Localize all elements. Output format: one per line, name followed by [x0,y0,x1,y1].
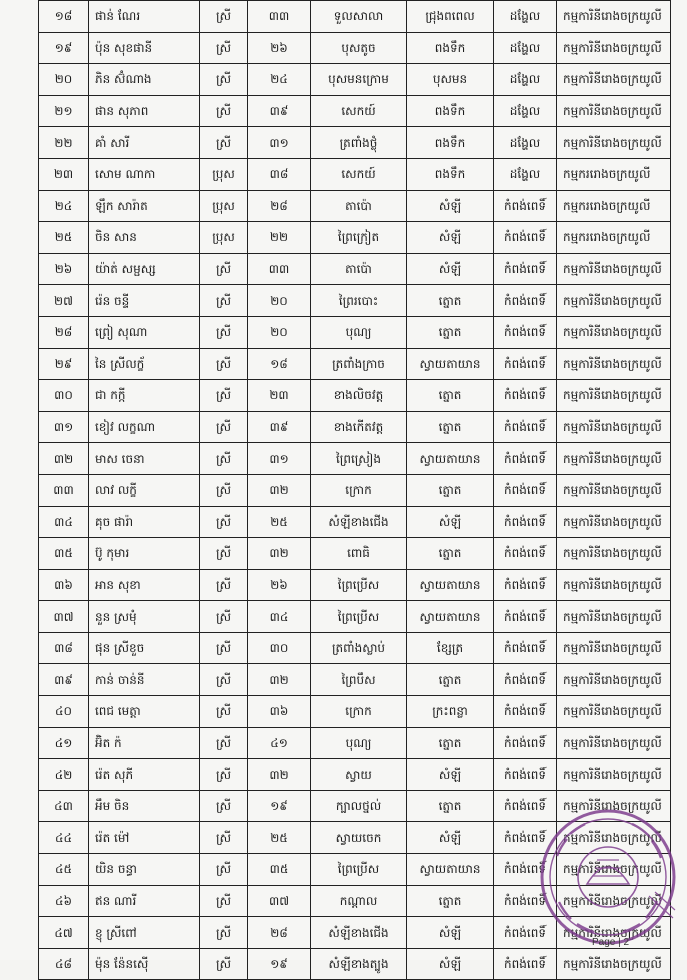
age-cell: ២៨ [248,917,311,949]
table-row [39,222,671,254]
age-cell: ៣២ [248,538,311,570]
commune-cell: សំឡី [407,222,494,254]
commune-cell: ត្នោត [407,664,494,696]
row-number-cell: ២៤ [39,190,89,222]
occupation-cell: កម្មការិនីរោងចក្រយូលី [557,569,671,601]
sex-cell: ស្រី [200,790,248,822]
village-cell: ត្រពាំងថ្លុំ [311,127,407,159]
occupation-cell: កម្មកររោងចក្រយូលី [557,222,671,254]
age-cell: ២៥ [248,822,311,854]
commune-cell: សំឡី [407,190,494,222]
village-cell: ក្រោក [311,696,407,728]
village-cell: បុសមនក្រោម [311,64,407,96]
district-cell: កំពង់ពេទិ៍ [494,443,557,475]
district-cell: កំពង់ពេទិ៍ [494,727,557,759]
district-cell: កំពង់ពេទិ៍ [494,822,557,854]
table-row [39,348,671,380]
table-row [39,285,671,317]
sex-cell: ស្រី [200,885,248,917]
village-cell: ព្រៃរបោះ [311,285,407,317]
occupation-cell: កម្មការិនីរោងចក្រយូលី [557,95,671,127]
commune-cell: សំឡី [407,506,494,538]
table-row [39,158,671,190]
worker-name-cell: នៃ ស្រីលក្ខ័ [89,348,200,380]
district-cell: កំពង់ពេទិ៍ [494,538,557,570]
age-cell: ៣៣ [248,1,311,33]
age-cell: ៣៣ [248,253,311,285]
occupation-cell: កម្មការិនីរោងចក្រយូលី [557,127,671,159]
row-number-cell: ៣០ [39,380,89,412]
district-cell: កំពង់ពេទិ៍ [494,790,557,822]
row-number-cell: ២០ [39,64,89,96]
sex-cell: ស្រី [200,316,248,348]
commune-cell: សំឡី [407,759,494,791]
table-row [39,506,671,538]
sex-cell: ស្រី [200,253,248,285]
row-number-cell: ៤៧ [39,917,89,949]
worker-name-cell: យិន ចន្ធា [89,854,200,886]
age-cell: ២៦ [248,32,311,64]
row-number-cell: ២១ [39,95,89,127]
village-cell: តាប៉ោ [311,190,407,222]
worker-name-cell: ផុន ស្រីខួច [89,632,200,664]
sex-cell: ស្រី [200,64,248,96]
village-cell: ពោធិ [311,538,407,570]
age-cell: ៣២ [248,474,311,506]
occupation-cell: កម្មការិនីរោងចក្រយូលី [557,854,671,886]
table-row [39,95,671,127]
occupation-cell: កម្មការិនីរោងចក្រយូលី [557,506,671,538]
age-cell: ៣៤ [248,601,311,633]
row-number-cell: ៤៨ [39,948,89,980]
village-cell: សំឡីខាងជើង [311,506,407,538]
table-row [39,632,671,664]
table-row [39,411,671,443]
commune-cell: ស្វាយតាយាន [407,601,494,633]
sex-cell: ស្រី [200,854,248,886]
occupation-cell: កម្មការិនីរោងចក្រយូលី [557,348,671,380]
commune-cell: ស្វាយតាយាន [407,443,494,475]
sex-cell: ស្រី [200,32,248,64]
row-number-cell: ៤៤ [39,822,89,854]
table-row [39,948,671,980]
age-cell: ២៤ [248,64,311,96]
district-cell: កំពង់ពេទិ៍ [494,885,557,917]
worker-name-cell: អឹម ចិន [89,790,200,822]
commune-cell: ត្នោត [407,474,494,506]
table-row [39,1,671,33]
commune-cell: ស្វាយតាយាន [407,569,494,601]
sex-cell: ស្រី [200,917,248,949]
village-cell: ត្រពាំងក្រាច [311,348,407,380]
occupation-cell: កម្មការិនីរោងចក្រយូលី [557,474,671,506]
worker-name-cell: ភិន ស៊ំណាង [89,64,200,96]
sex-cell: ស្រី [200,285,248,317]
row-number-cell: ១៩ [39,32,89,64]
district-cell: កំពង់ពេទិ៍ [494,190,557,222]
district-cell: កំពង់ពេទិ៍ [494,632,557,664]
district-cell: កំពង់ពេទិ៍ [494,569,557,601]
commune-cell: ស្វាយតាយាន [407,348,494,380]
age-cell: ២០ [248,285,311,317]
district-cell: ដង្ហែល [494,95,557,127]
commune-cell: ត្នោត [407,885,494,917]
age-cell: ៤១ [248,727,311,759]
village-cell: បុណ្យ [311,727,407,759]
row-number-cell: ៤០ [39,696,89,728]
table-row [39,443,671,475]
commune-cell: បុសមន [407,64,494,96]
worker-name-cell: ផាន់ ណែរ [89,1,200,33]
worker-name-cell: យ៉ាត់ សម្ផស្ស [89,253,200,285]
row-number-cell: ៣៤ [39,506,89,538]
village-cell: ព្រៃប្រើស [311,854,407,886]
occupation-cell: កម្មការិនីរោងចក្រយូលី [557,885,671,917]
occupation-cell: កម្មការិនីរោងចក្រយូលី [557,253,671,285]
row-number-cell: ៣៩ [39,664,89,696]
village-cell: ក្រោក [311,474,407,506]
age-cell: ៣២ [248,664,311,696]
age-cell: ២២ [248,222,311,254]
commune-cell: ពងទឹក [407,95,494,127]
age-cell: ១៩ [248,790,311,822]
district-cell: កំពង់ពេទិ៍ [494,759,557,791]
row-number-cell: ២២ [39,127,89,159]
commune-cell: ស្វាយតាយាន [407,854,494,886]
district-cell: កំពង់ពេទិ៍ [494,601,557,633]
worker-name-cell: រ៉េន ចន្ទី [89,285,200,317]
age-cell: ១៨ [248,348,311,380]
worker-name-cell: រ៉េត សុភី [89,759,200,791]
sex-cell: ស្រី [200,1,248,33]
commune-cell: ក្រះពន្លា [407,696,494,728]
age-cell: ២៦ [248,569,311,601]
sex-cell: ស្រី [200,380,248,412]
occupation-cell: កម្មការិនីរោងចក្រយូលី [557,64,671,96]
row-number-cell: ៣៨ [39,632,89,664]
district-cell: កំពង់ពេទិ៍ [494,664,557,696]
occupation-cell: កម្មការិនីរោងចក្រយូលី [557,1,671,33]
occupation-cell: កម្មការិនីរោងចក្រយូលី [557,601,671,633]
commune-cell: សំឡី [407,917,494,949]
occupation-cell: កម្មការិនីរោងចក្រយូលី [557,917,671,949]
commune-cell: ត្នោត [407,285,494,317]
age-cell: ២៣ [248,380,311,412]
row-number-cell: ៤៦ [39,885,89,917]
row-number-cell: ១៨ [39,1,89,33]
age-cell: ៣៧ [248,885,311,917]
table-row [39,32,671,64]
row-number-cell: ២៧ [39,285,89,317]
worker-name-cell: ប៉ុន សុខផានី [89,32,200,64]
sex-cell: ស្រី [200,601,248,633]
worker-name-cell: ព្រៀ សុណា [89,316,200,348]
sex-cell: ស្រី [200,348,248,380]
age-cell: ២០ [248,316,311,348]
age-cell: ២៨ [248,190,311,222]
worker-name-cell: ម៉ុន ន៉ែនស៊ើ [89,948,200,980]
district-cell: កំពង់ពេទិ៍ [494,474,557,506]
village-cell: ក្បាលថ្នល់ [311,790,407,822]
commune-cell: ខ្សែត្រ [407,632,494,664]
commune-cell: ត្នោត [407,538,494,570]
table-row [39,316,671,348]
table-row [39,538,671,570]
age-cell: ៣៨ [248,158,311,190]
age-cell: ៣៥ [248,854,311,886]
commune-cell: ពងទឹក [407,127,494,159]
sex-cell: ស្រី [200,127,248,159]
district-cell: កំពង់ពេទិ៍ [494,348,557,380]
sex-cell: ស្រី [200,727,248,759]
sex-cell: ស្រី [200,664,248,696]
district-cell: កំពង់ពេទិ៍ [494,696,557,728]
sex-cell: ស្រី [200,696,248,728]
table-row [39,759,671,791]
occupation-cell: កម្មការិនីរោងចក្រយូលី [557,285,671,317]
occupation-cell: កម្មកររោងចក្រយូលី [557,190,671,222]
worker-name-cell: កាន់ ចាន់នី [89,664,200,696]
village-cell: ស្វាយ [311,759,407,791]
village-cell: ត្រពាំងស្លាប់ [311,632,407,664]
worker-name-cell: អ៊ិត ក៉ [89,727,200,759]
occupation-cell: កម្មកររោងចក្រយូលី [557,158,671,190]
table-row [39,696,671,728]
age-cell: ៣១ [248,127,311,159]
row-number-cell: ៣១ [39,411,89,443]
row-number-cell: ៣៦ [39,569,89,601]
age-cell: ៣៩ [248,411,311,443]
commune-cell: ជ្រុងពពេល [407,1,494,33]
village-cell: ព្រៃស្រៀង [311,443,407,475]
commune-cell: សំឡី [407,253,494,285]
sex-cell: ស្រី [200,474,248,506]
row-number-cell: ៤៣ [39,790,89,822]
village-cell: សេកយ៍ [311,158,407,190]
worker-name-cell: រ៉េត ម៉ៅ [89,822,200,854]
age-cell: ៣៩ [248,95,311,127]
occupation-cell: កម្មការិនីរោងចក្រយូលី [557,411,671,443]
sex-cell: ប្រុស [200,222,248,254]
village-cell: តាប៉ោ [311,253,407,285]
row-number-cell: ២៨ [39,316,89,348]
village-cell: ព្រៃក្រៀត [311,222,407,254]
village-cell: បុសតូច [311,32,407,64]
village-cell: ព្រៃបឹស [311,664,407,696]
village-cell: ស្វាយចេក [311,822,407,854]
occupation-cell: កម្មការិនីរោងចក្រយូលី [557,790,671,822]
age-cell: ៣០ [248,632,311,664]
sex-cell: ស្រី [200,948,248,980]
worker-name-cell: នួន ស្រមុំ [89,601,200,633]
worker-name-cell: ឥន ណារី [89,885,200,917]
commune-cell: ត្នោត [407,727,494,759]
sex-cell: ស្រី [200,632,248,664]
table-row [39,190,671,222]
age-cell: ១៩ [248,948,311,980]
page-number: Page | 2 [592,937,630,948]
table-row [39,601,671,633]
district-cell: ដង្ហែល [494,127,557,159]
district-cell: កំពង់ពេទិ៍ [494,854,557,886]
worker-name-cell: ខ្ញុ ស្រីពៅ [89,917,200,949]
worker-name-cell: មាស ចេនា [89,443,200,475]
district-cell: កំពង់ពេទិ៍ [494,411,557,443]
table-row [39,569,671,601]
worker-name-cell: ផាន សុភាព [89,95,200,127]
district-cell: ដង្ហែល [494,158,557,190]
row-number-cell: ២៣ [39,158,89,190]
village-cell: ព្រៃប្រើស [311,569,407,601]
worker-name-cell: ខៀវ លក្ខណា [89,411,200,443]
district-cell: កំពង់ពេទិ៍ [494,948,557,980]
table-row [39,474,671,506]
row-number-cell: ៣២ [39,443,89,475]
worker-name-cell: ចិន សាន [89,222,200,254]
commune-cell: ត្នោត [407,790,494,822]
district-cell: ដង្ហែល [494,1,557,33]
occupation-cell: កម្មការិនីរោងចក្រយូលី [557,380,671,412]
worker-name-cell: គាំ សារី [89,127,200,159]
sex-cell: ស្រី [200,759,248,791]
occupation-cell: កម្មការិនីរោងចក្រយូលី [557,822,671,854]
occupation-cell: កម្មការិនីរោងចក្រយូលី [557,727,671,759]
row-number-cell: ២៥ [39,222,89,254]
worker-name-cell: លាវ លក្ខី [89,474,200,506]
table-row [39,664,671,696]
occupation-cell: កម្មការិនីរោងចក្រយូលី [557,696,671,728]
district-cell: កំពង់ពេទិ៍ [494,316,557,348]
row-number-cell: ២៩ [39,348,89,380]
worker-name-cell: គុច ផារ៉ា [89,506,200,538]
district-cell: កំពង់ពេទិ៍ [494,253,557,285]
worker-name-cell: ពេជ មេត្តា [89,696,200,728]
table-row [39,380,671,412]
sex-cell: ប្រុស [200,190,248,222]
occupation-cell: កម្មការិនីរោងចក្រយូលី [557,759,671,791]
worker-name-cell: ឡឹក សារ៉ាត [89,190,200,222]
worker-name-cell: សោម ណាកា [89,158,200,190]
commune-cell: ត្នោត [407,316,494,348]
row-number-cell: ៤១ [39,727,89,759]
commune-cell: សំឡី [407,822,494,854]
occupation-cell: កម្មការិនីរោងចក្រយូលី [557,443,671,475]
official-seal-icon [537,806,679,948]
sex-cell: ស្រី [200,822,248,854]
village-cell: សំឡីខាងជើង [311,917,407,949]
row-number-cell: ៤២ [39,759,89,791]
occupation-cell: កម្មការិនីរោងចក្រយូលី [557,538,671,570]
commune-cell: ពងទឹក [407,158,494,190]
age-cell: ៣៦ [248,696,311,728]
village-cell: ទួលសាលា [311,1,407,33]
table-row [39,127,671,159]
occupation-cell: កម្មការិនីរោងចក្រយូលី [557,32,671,64]
village-cell: ព្រៃប្រើស [311,601,407,633]
district-cell: ដង្ហែល [494,32,557,64]
commune-cell: ត្នោត [407,411,494,443]
sex-cell: ស្រី [200,538,248,570]
sex-cell: ស្រី [200,443,248,475]
village-cell: សេកយ៍ [311,95,407,127]
age-cell: ៣២ [248,759,311,791]
worker-name-cell: អាន សុខា [89,569,200,601]
commune-cell: ពងទឹក [407,32,494,64]
row-number-cell: ៣៧ [39,601,89,633]
sex-cell: ស្រី [200,506,248,538]
worker-name-cell: ជា កក្កី [89,380,200,412]
district-cell: កំពង់ពេទិ៍ [494,506,557,538]
district-cell: ដង្ហែល [494,64,557,96]
table-row [39,727,671,759]
district-cell: កំពង់ពេទិ៍ [494,380,557,412]
occupation-cell: កម្មការិនីរោងចក្រយូលី [557,632,671,664]
commune-cell: សំឡី [407,948,494,980]
village-cell: ខាងលិចវត្ត [311,380,407,412]
occupation-cell: កម្មការិនីរោងចក្រយូលី [557,316,671,348]
commune-cell: ត្នោត [407,380,494,412]
age-cell: ២៥ [248,506,311,538]
sex-cell: ស្រី [200,95,248,127]
row-number-cell: ៣៣ [39,474,89,506]
age-cell: ៣១ [248,443,311,475]
village-cell: កណ្តាល [311,885,407,917]
village-cell: សំឡីខាងត្បូង [311,948,407,980]
sex-cell: ស្រី [200,569,248,601]
row-number-cell: ៣៥ [39,538,89,570]
village-cell: បុណ្យ [311,316,407,348]
district-cell: កំពង់ពេទិ៍ [494,285,557,317]
sex-cell: ប្រុស [200,158,248,190]
district-cell: កំពង់ពេទិ៍ [494,917,557,949]
village-cell: ខាងកើតវត្ត [311,411,407,443]
row-number-cell: ២៦ [39,253,89,285]
table-row [39,64,671,96]
sex-cell: ស្រី [200,411,248,443]
occupation-cell: កម្មការិនីរោងចក្រយូលី [557,948,671,980]
worker-name-cell: ប៊ូ កុមារ [89,538,200,570]
row-number-cell: ៤៥ [39,854,89,886]
table-row [39,253,671,285]
district-cell: កំពង់ពេទិ៍ [494,222,557,254]
occupation-cell: កម្មការិនីរោងចក្រយូលី [557,664,671,696]
